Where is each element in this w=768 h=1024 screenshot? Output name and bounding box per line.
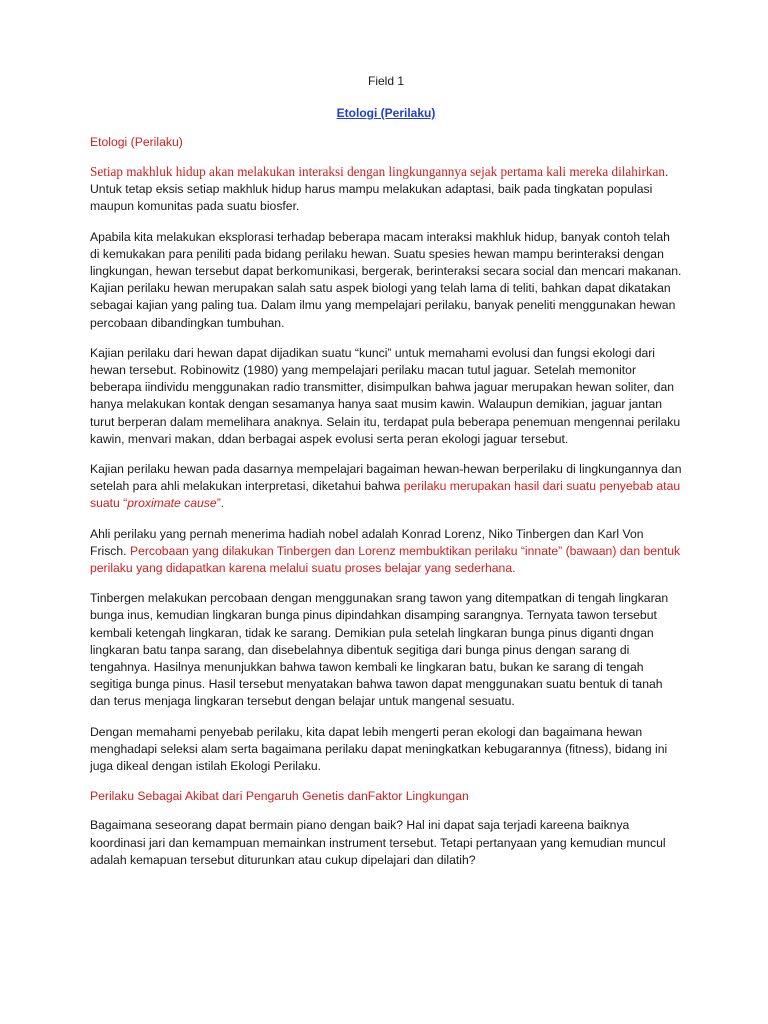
paragraph-1 [90,163,682,216]
paragraph-4-highlight-end: ”. [216,496,225,511]
paragraph-7: Dengan memahami penyebab perilaku, kita dapat lebih mengerti peran ekologi dan bagaimana hewan menghadapi seleksi alam serta bagaimana perilaku dapat meningkatkan kebugarannya (fitness), bidang ini juga dikeal dengan istilah Ekologi Perilaku. [90,724,668,774]
paragraph-6: Tinbergen melakukan percobaan dengan menggunakan srang tawon yang ditempatkan di tengah lingkaran bunga inus, kemudian lingkaran bunga pinus dipindahkan disamping sarangnya. Ternyata tawon tersebut kembali ketengah lingkaran, tidak ke sarang. Demikian pula setelah lingkaran bunga pinus diganti dngan lingkaran batu tanpa sarang, dan disebelahnya dibentuk segitiga dari bunga pinus dengan sarang di tengahnya. Hasilnya menunjukkan bahwa tawon kembali ke lingkaran batu, bukan ke sarang di tengah segitiga bunga pinus. Hasil tersebut menyatakan bahwa tawon dapat menggunakan suatu bentuk di tanah dan terus menjaga lingkaran tersebut dengan belajar untuk mangenal sesuatu. [90,591,669,709]
paragraph-4 [90,461,682,513]
paragraph-8: Bagaimana seseorang dapat bermain piano dengan baik? Hal ini dapat saja terjadi kareena baiknya koordinasi jari dan kemampuan memainkan instrument tersebut. Tetapi pertanyaan yang kemudian muncul adalah kemapuan tersebut diturunkan atau cukup dipelajari dan dilatih? [90,818,666,867]
paragraph-1-rest: . Untuk tetap eksis setiap makhluk hidup harus mampu melakukan adaptasi, baik pada tingkatan populasi maupun komunitas pada suatu biosfer. [90,165,669,214]
paragraph-2: Apabila kita melakukan eksplorasi terhadap beberapa macam interaksi makhluk hidup, banyak contoh telah di kemukakan para peniliti pada bidang perilaku hewan. Suatu spesies hewan mampu berinteraksi dengan lingkungan, hewan tersebut dapat berkomunikasi, bergerak, berinteraksi secara social dan mencari makanan. Kajian perilaku hewan merupakan salah satu aspek biologi yang telah lama di teliti, bahkan dapat dikatakan sebagai kajian yang paling tua. Dalam ilmu yang mempelajari perilaku, banyak peneliti menggunakan hewan percobaan dibandingkan tumbuhan. [90,229,682,330]
paragraph-4-text: Kajian perilaku hewan pada dasarnya mempelajari bagaiman hewan-hewan berperilaku di lingkungannya dan setelah para ahli melakukan interpretasi, diketahui bahwa [90,462,682,494]
proximate-cause-term: proximate cause [127,496,217,511]
document-body [90,74,682,882]
document-title [90,106,682,120]
section-heading: Etologi (Perilaku) [90,135,183,149]
field-label: Field 1 [367,74,405,88]
paragraph-3: Kajian perilaku dari hewan dapat dijadikan suatu “kunci” untuk memahami evolusi dan fungsi ekologi dari hewan tersebut. Robinowitz (1980) yang mempelajari perilaku macan tutul jaguar. Setelah memonitor beberapa iindividu menggunakan radio transmitter, disimpulkan bahwa jaguar merupakan hewan soliter, dan hanya melakukan kontak dengan sesamanya hanya saat musim kawin. Walaupun demikian, jaguar jantan turut berperan dalam memelihara anaknya. Selain itu, terdapat pula beberapa penemuan mengennai perilaku kawin, menvari makan, ddan berbagai aspek evolusi serta peran ekologi jaguar tersebut. [90,345,681,446]
paragraph-5 [90,526,682,578]
paragraph-5-text: Ahli perilaku yang pernah menerima hadiah nobel adalah Konrad Lorenz, Niko Tinbergen dan Karl Von Frisch. [90,526,644,558]
paragraph-5-highlight: Percobaan yang dilakukan Tinbergen dan Lorenz membuktikan perilaku “innate” (bawaan) dan bentuk perilaku yang didapatkan karena melalui suatu proses belajar yang sederhana. [90,543,681,576]
title-link[interactable]: Etologi (Perilaku) [336,106,436,120]
lead-highlight: Setiap makhluk hidup akan melakukan interaksi dengan lingkungannya sejak pertama kali mereka dilahirkan [90,164,665,179]
paragraph-4-highlight: perilaku merupakan hasil dari suatu penyebab atau suatu “ [90,479,681,511]
subheading: Perilaku Sebagai Akibat dari Pengaruh Genetis danFaktor Lingkungan [90,789,469,804]
